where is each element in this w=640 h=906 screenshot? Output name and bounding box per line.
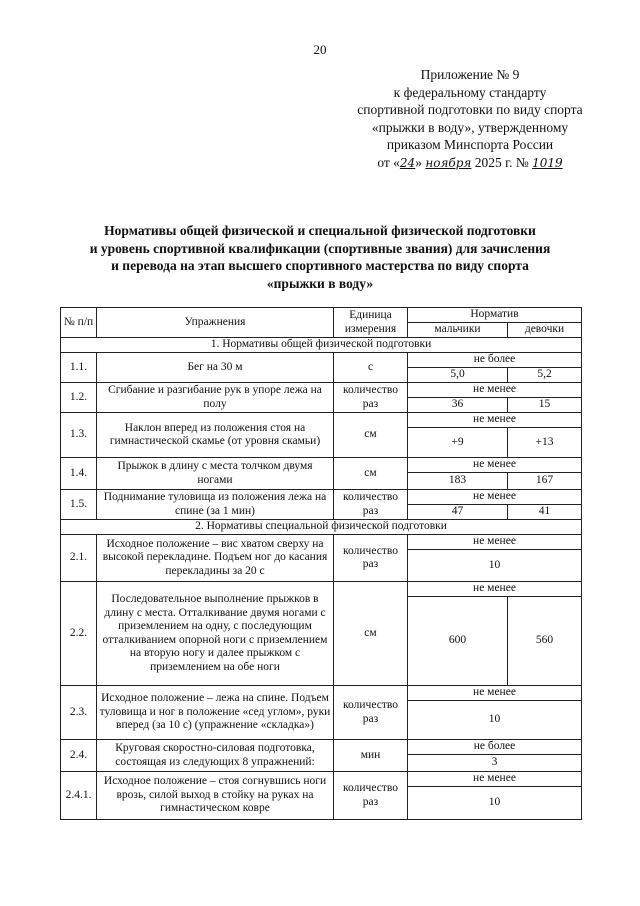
table-row bbox=[61, 740, 582, 755]
table-row bbox=[61, 353, 582, 368]
norm-value: 10 bbox=[408, 701, 582, 740]
date-prefix: от « bbox=[377, 154, 400, 170]
row-number: 1.1. bbox=[61, 353, 97, 383]
table-row bbox=[61, 582, 582, 597]
handwritten-number: 1019 bbox=[532, 155, 563, 170]
norm-condition: не менее bbox=[408, 686, 582, 701]
norm-condition: не менее bbox=[408, 535, 582, 550]
appendix-line: «прыжки в воду», утвержденному bbox=[371, 119, 569, 135]
order-date-line bbox=[330, 154, 610, 173]
exercise-name: Исходное положение – лежа на спине. Подъем туловища и ног в положение «сед углом», руки вперед (за 10 с) (упражнение «складка») bbox=[97, 686, 334, 740]
handwritten-day: 24 bbox=[399, 155, 416, 170]
unit: мин bbox=[334, 740, 408, 772]
unit: см bbox=[334, 458, 408, 490]
norm-condition: не менее bbox=[408, 458, 582, 473]
norm-boys: 47 bbox=[408, 505, 508, 520]
exercise-name: Круговая скоростно-силовая подготовка, состоящая из следующих 8 упражнений: bbox=[97, 740, 334, 772]
unit: количество раз bbox=[334, 383, 408, 413]
row-number: 2.4.1. bbox=[61, 772, 97, 820]
row-number: 2.2. bbox=[61, 582, 97, 686]
title-line: и уровень спортивной квалификации (спортивные звания) для зачисления bbox=[89, 240, 551, 256]
norm-value: 10 bbox=[408, 550, 582, 582]
header-exercise: Упражнения bbox=[97, 308, 334, 338]
header-unit: Единица измерения bbox=[334, 308, 408, 338]
table-row bbox=[61, 458, 582, 473]
title-line: Нормативы общей физической и специальной физической подготовки bbox=[104, 223, 536, 238]
exercise-name: Наклон вперед из положения стоя на гимнастической скамье (от уровня скамьи) bbox=[97, 413, 334, 458]
row-number: 2.3. bbox=[61, 686, 97, 740]
norm-condition: не менее bbox=[408, 383, 582, 398]
appendix-line: спортивной подготовки по виду спорта bbox=[357, 102, 583, 117]
norm-girls: +13 bbox=[508, 428, 582, 458]
norm-value: 3 bbox=[408, 755, 582, 772]
exercise-name: Исходное положение – вис хватом сверху на высокой перекладине. Подъем ног до касания перекладины за 20 с bbox=[97, 535, 334, 582]
table-row bbox=[61, 383, 582, 398]
page-number: 20 bbox=[313, 42, 327, 57]
unit: количество раз bbox=[334, 535, 408, 582]
appendix-line: Приложение № 9 bbox=[420, 67, 520, 82]
unit: количество раз bbox=[334, 490, 408, 520]
appendix-header bbox=[330, 66, 610, 172]
norm-girls: 560 bbox=[508, 597, 582, 686]
header-boys: мальчики bbox=[408, 323, 508, 338]
row-number: 1.5. bbox=[61, 490, 97, 520]
norm-girls: 41 bbox=[508, 505, 582, 520]
unit: см bbox=[334, 413, 408, 458]
exercise-name: Прыжок в длину с места толчком двумя ногами bbox=[97, 458, 334, 490]
norm-boys: 183 bbox=[408, 473, 508, 490]
norm-boys: 600 bbox=[408, 597, 508, 686]
table-row bbox=[61, 413, 582, 428]
row-number: 2.1. bbox=[61, 535, 97, 582]
norm-girls: 5,2 bbox=[508, 368, 582, 383]
date-mid: » bbox=[415, 154, 422, 170]
exercise-name: Бег на 30 м bbox=[97, 353, 334, 383]
date-year: 2025 г. № bbox=[474, 154, 529, 170]
document-title bbox=[60, 222, 580, 292]
exercise-name: Исходное положение – стоя согнувшись ноги врозь, силой выход в стойку на руках на гимнастическом ковре bbox=[97, 772, 334, 820]
table-row bbox=[61, 490, 582, 505]
unit: с bbox=[334, 353, 408, 383]
norm-condition: не менее bbox=[408, 772, 582, 787]
norm-condition: не менее bbox=[408, 490, 582, 505]
header-norm: Норматив bbox=[408, 308, 582, 323]
unit: см bbox=[334, 582, 408, 686]
unit: количество раз bbox=[334, 686, 408, 740]
row-number: 2.4. bbox=[61, 740, 97, 772]
title-line: «прыжки в воду» bbox=[266, 275, 374, 291]
norm-boys: 36 bbox=[408, 398, 508, 413]
norm-condition: не более bbox=[408, 353, 582, 368]
norm-condition: не более bbox=[408, 740, 582, 755]
norm-girls: 15 bbox=[508, 398, 582, 413]
appendix-line: к федеральному стандарту bbox=[393, 84, 547, 100]
row-number: 1.4. bbox=[61, 458, 97, 490]
section-heading: 2. Нормативы специальной физической подготовки bbox=[61, 520, 582, 535]
unit: количество раз bbox=[334, 772, 408, 820]
norm-girls: 167 bbox=[508, 473, 582, 490]
norm-value: 10 bbox=[408, 787, 582, 820]
table-row bbox=[61, 686, 582, 701]
exercise-name: Сгибание и разгибание рук в упоре лежа на полу bbox=[97, 383, 334, 413]
appendix-line: приказом Минспорта России bbox=[386, 137, 554, 152]
table-row bbox=[61, 772, 582, 787]
table-row bbox=[61, 535, 582, 550]
section-heading: 1. Нормативы общей физической подготовки bbox=[61, 338, 582, 353]
row-number: 1.2. bbox=[61, 383, 97, 413]
standards-table bbox=[60, 307, 582, 820]
handwritten-month: ноября bbox=[425, 155, 472, 170]
header-num: № п/п bbox=[61, 308, 97, 338]
norm-condition: не менее bbox=[408, 582, 582, 597]
norm-boys: +9 bbox=[408, 428, 508, 458]
header-girls: девочки bbox=[508, 323, 582, 338]
row-number: 1.3. bbox=[61, 413, 97, 458]
norm-boys: 5,0 bbox=[408, 368, 508, 383]
norm-condition: не менее bbox=[408, 413, 582, 428]
title-line: и перевода на этап высшего спортивного мастерства по виду спорта bbox=[111, 258, 529, 273]
exercise-name: Последовательное выполнение прыжков в длину с места. Отталкивание двумя ногами с приземлением на одну, с последующим отталкиванием опорной ноги с приземлением на вторую ногу и далее прыжком с приземлением на обе ноги bbox=[97, 582, 334, 686]
exercise-name: Поднимание туловища из положения лежа на спине (за 1 мин) bbox=[97, 490, 334, 520]
